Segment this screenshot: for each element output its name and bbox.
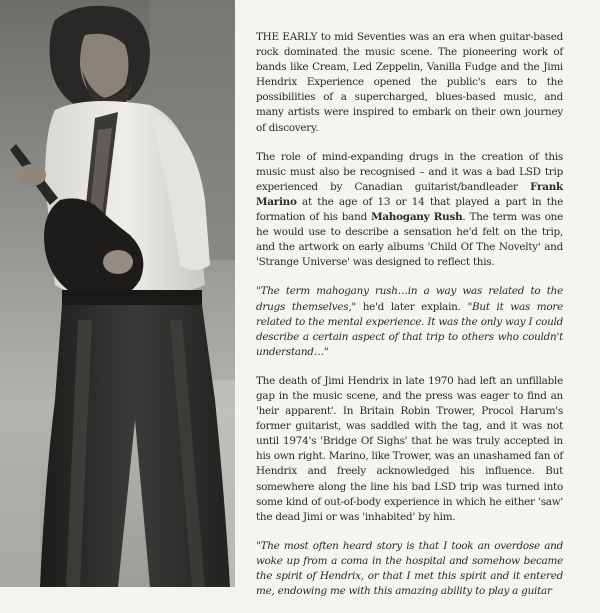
paragraph-drugs-text-a: The role of mind-expanding drugs in the creation of this music must also be recognised – and it was a bad LSD trip experienced by Canadian guitarist/bandleader [256, 150, 563, 193]
quote-part-a: "The term mahogany rush…in a way was related to the drugs themselves," [256, 285, 563, 313]
quote-mahogany-rush [256, 284, 563, 359]
quote-attribution: he'd later explain. [355, 300, 468, 313]
paragraph-drugs-text-b: at the age of 13 or 14 that played a part in the formation of his band [256, 195, 563, 224]
paragraph-drugs-text-c: . The term was one he would use to describe a sensation he'd felt on the trip, and the artwork on early albums 'Child Of The Novelty' and 'Strange Universe' was designed to reflect this. [256, 211, 563, 269]
name-frank-marino: Frank Marino [256, 180, 563, 208]
paragraph-intro [256, 30, 563, 136]
guitarist-photo [0, 0, 235, 587]
photo-image [0, 0, 235, 587]
quote-overdose [256, 539, 563, 599]
article-text [256, 30, 563, 613]
paragraph-drugs [256, 150, 563, 271]
name-mahogany-rush: Mahogany Rush [371, 211, 463, 224]
quote-overdose-text: "The most often heard story is that I took an overdose and woke up from a coma in the hospital and somehow became the spirit of Hendrix, or that I met this spirit and it entered me, endowing me with this amazing ability to play a guitar [256, 539, 563, 598]
paragraph-intro-text: THE EARLY to mid Seventies was an era when guitar-based rock dominated the music scene. The pioneering work of bands like Cream, Led Zeppelin, Vanilla Fudge and the Jimi Hendrix Experience opened the public's ears to the possibilities of a supercharged, blues-based music, and many artists were inspired to embark on their own journey of discovery. [256, 31, 563, 134]
paragraph-hendrix [256, 374, 563, 525]
quote-part-b: "But it was more related to the mental experience. It was the only way I could describe a certain aspect of that trip to others who couldn't understand…" [256, 300, 563, 358]
paragraph-hendrix-text: The death of Jimi Hendrix in late 1970 had left an unfillable gap in the music scene, and the press was eager to find an 'heir apparent'. In Britain Robin Trower, Procol Harum's former guitarist, was saddled with the tag, and it was not until 1974's 'Bridge Of Sighs' that he was truly accepted in his own right. Marino, like Trower, was an unashamed fan of Hendrix and freely acknowledged his influence. But somewhere along the line his bad LSD trip was turned into some kind of out-of-body experience in which he either 'saw' the dead Jimi or was 'inhabited' by him. [256, 374, 563, 523]
